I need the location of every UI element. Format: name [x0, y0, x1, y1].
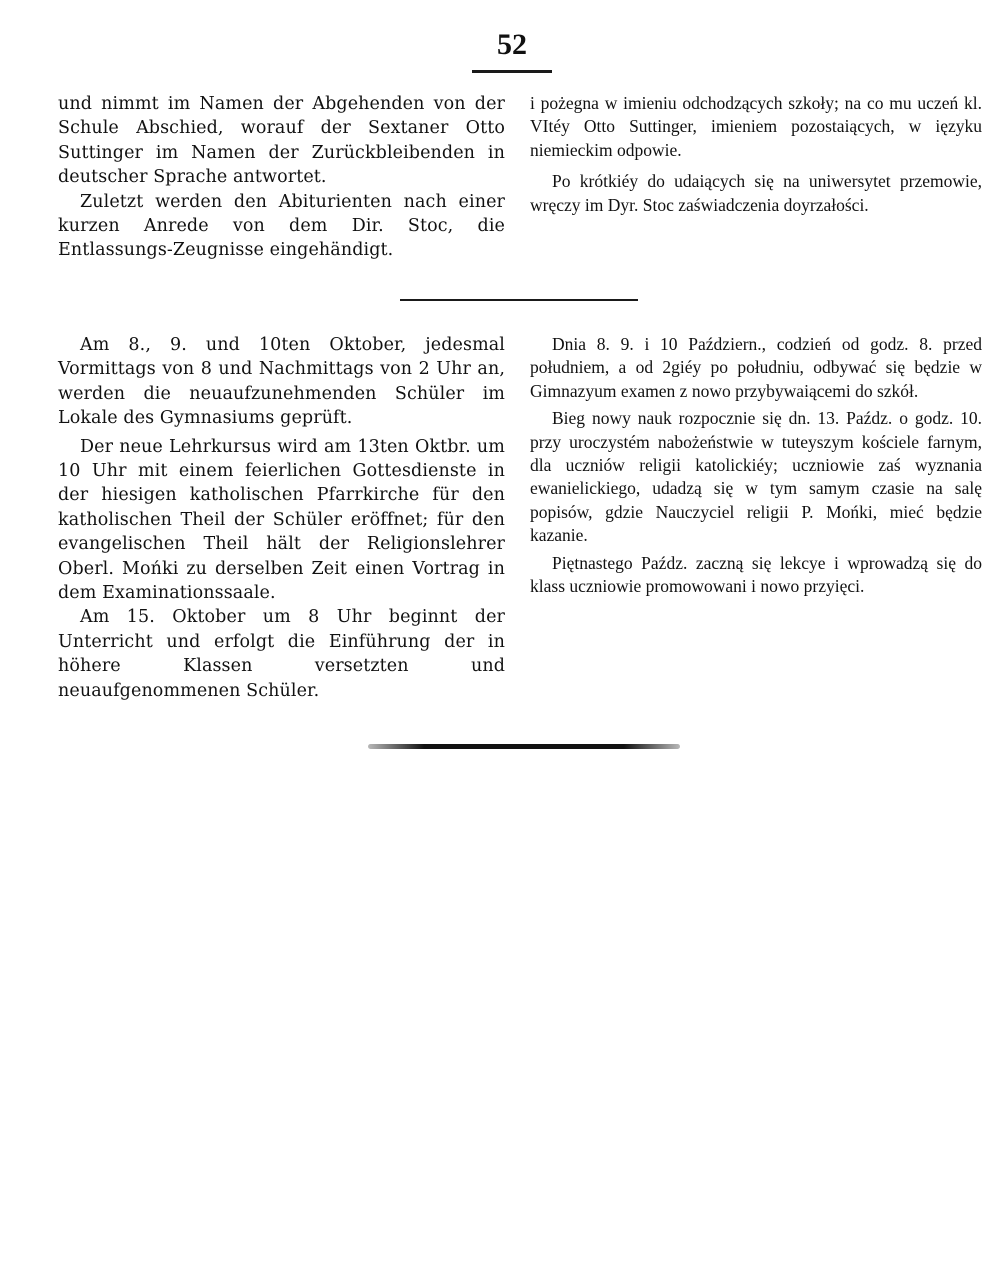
- section-separator-rule: [400, 299, 638, 301]
- german-paragraph: Zuletzt werden den Abiturienten nach einer kurzen Anrede von dem Dir. Stoc, die Entlassungs-Zeugnisse eingehändigt.: [58, 191, 505, 261]
- polish-paragraph: Bieg nowy nauk rozpocznie się dn. 13. Paźdz. o godz. 10. przy uroczystém nabożeństwie w tuteyszym kościele farnym, dla uczniów religii katolickiéy; uczniowie zaś wyznania ewanielickiego, udadzą się w tym samym czasie na salę popisów, gdzie Nauczyciel religii P. Mońki, mieć będzie kazanie.: [530, 408, 982, 546]
- polish-column-top: [530, 92, 982, 217]
- polish-paragraph: i pożegna w imieniu odchodzących szkoły; na co mu uczeń kl. VItéy Otto Suttinger, imieniem pozostaiących, w ięzyku niemieckim odpowie.: [530, 93, 982, 160]
- german-paragraph: Der neue Lehrkursus wird am 13ten Oktbr. um 10 Uhr mit einem feierlichen Gottesdienste in der hiesigen katholischen Pfarrkirche für den katholischen Theil der Schüler eröffnet; für den evangelischen Theil hält der Religionslehrer Oberl. Mońki zu derselben Zeit einen Vortrag in dem Examinationssaale.: [58, 436, 505, 604]
- polish-paragraph: Piętnastego Paźdz. zaczną się lekcye i wprowadzą się do klass uczniowie promowowani i nowo przyięci.: [530, 552, 982, 597]
- page-number-rule: [472, 70, 552, 73]
- german-paragraph: und nimmt im Namen der Abgehenden von der Schule Abschied, worauf der Sextaner Otto Suttinger im Namen der Zurückbleibenden in deutscher Sprache antwortet.: [58, 94, 505, 188]
- german-paragraph: Am 15. Oktober um 8 Uhr beginnt der Unterricht und erfolgt die Einführung der in höhere Klassen versetzten und neuaufgenommenen Schüler.: [58, 607, 505, 701]
- polish-paragraph: Dnia 8. 9. i 10 Październ., codzień od godz. 8. przed południem, a od 2giéy po południu, odbywać się będzie w Gimnazyum examen z nowo przybywaiącemi do szkół.: [530, 334, 982, 401]
- end-separator-rule: [368, 744, 680, 749]
- german-column-bottom: [58, 333, 505, 703]
- polish-column-bottom: [530, 333, 982, 598]
- polish-paragraph: Po krótkiéy do udaiących się na uniwersytet przemowie, wręczy im Dyr. Stoc zaświadczenia doyrzałości.: [530, 171, 982, 215]
- german-paragraph: Am 8., 9. und 10ten Oktober, jedesmal Vormittags von 8 und Nachmittags von 2 Uhr an, werden die neuaufzunehmenden Schüler im Lokale des Gymnasiums geprüft.: [58, 335, 505, 429]
- page-number: 52: [497, 28, 527, 61]
- german-column-top: [58, 92, 505, 263]
